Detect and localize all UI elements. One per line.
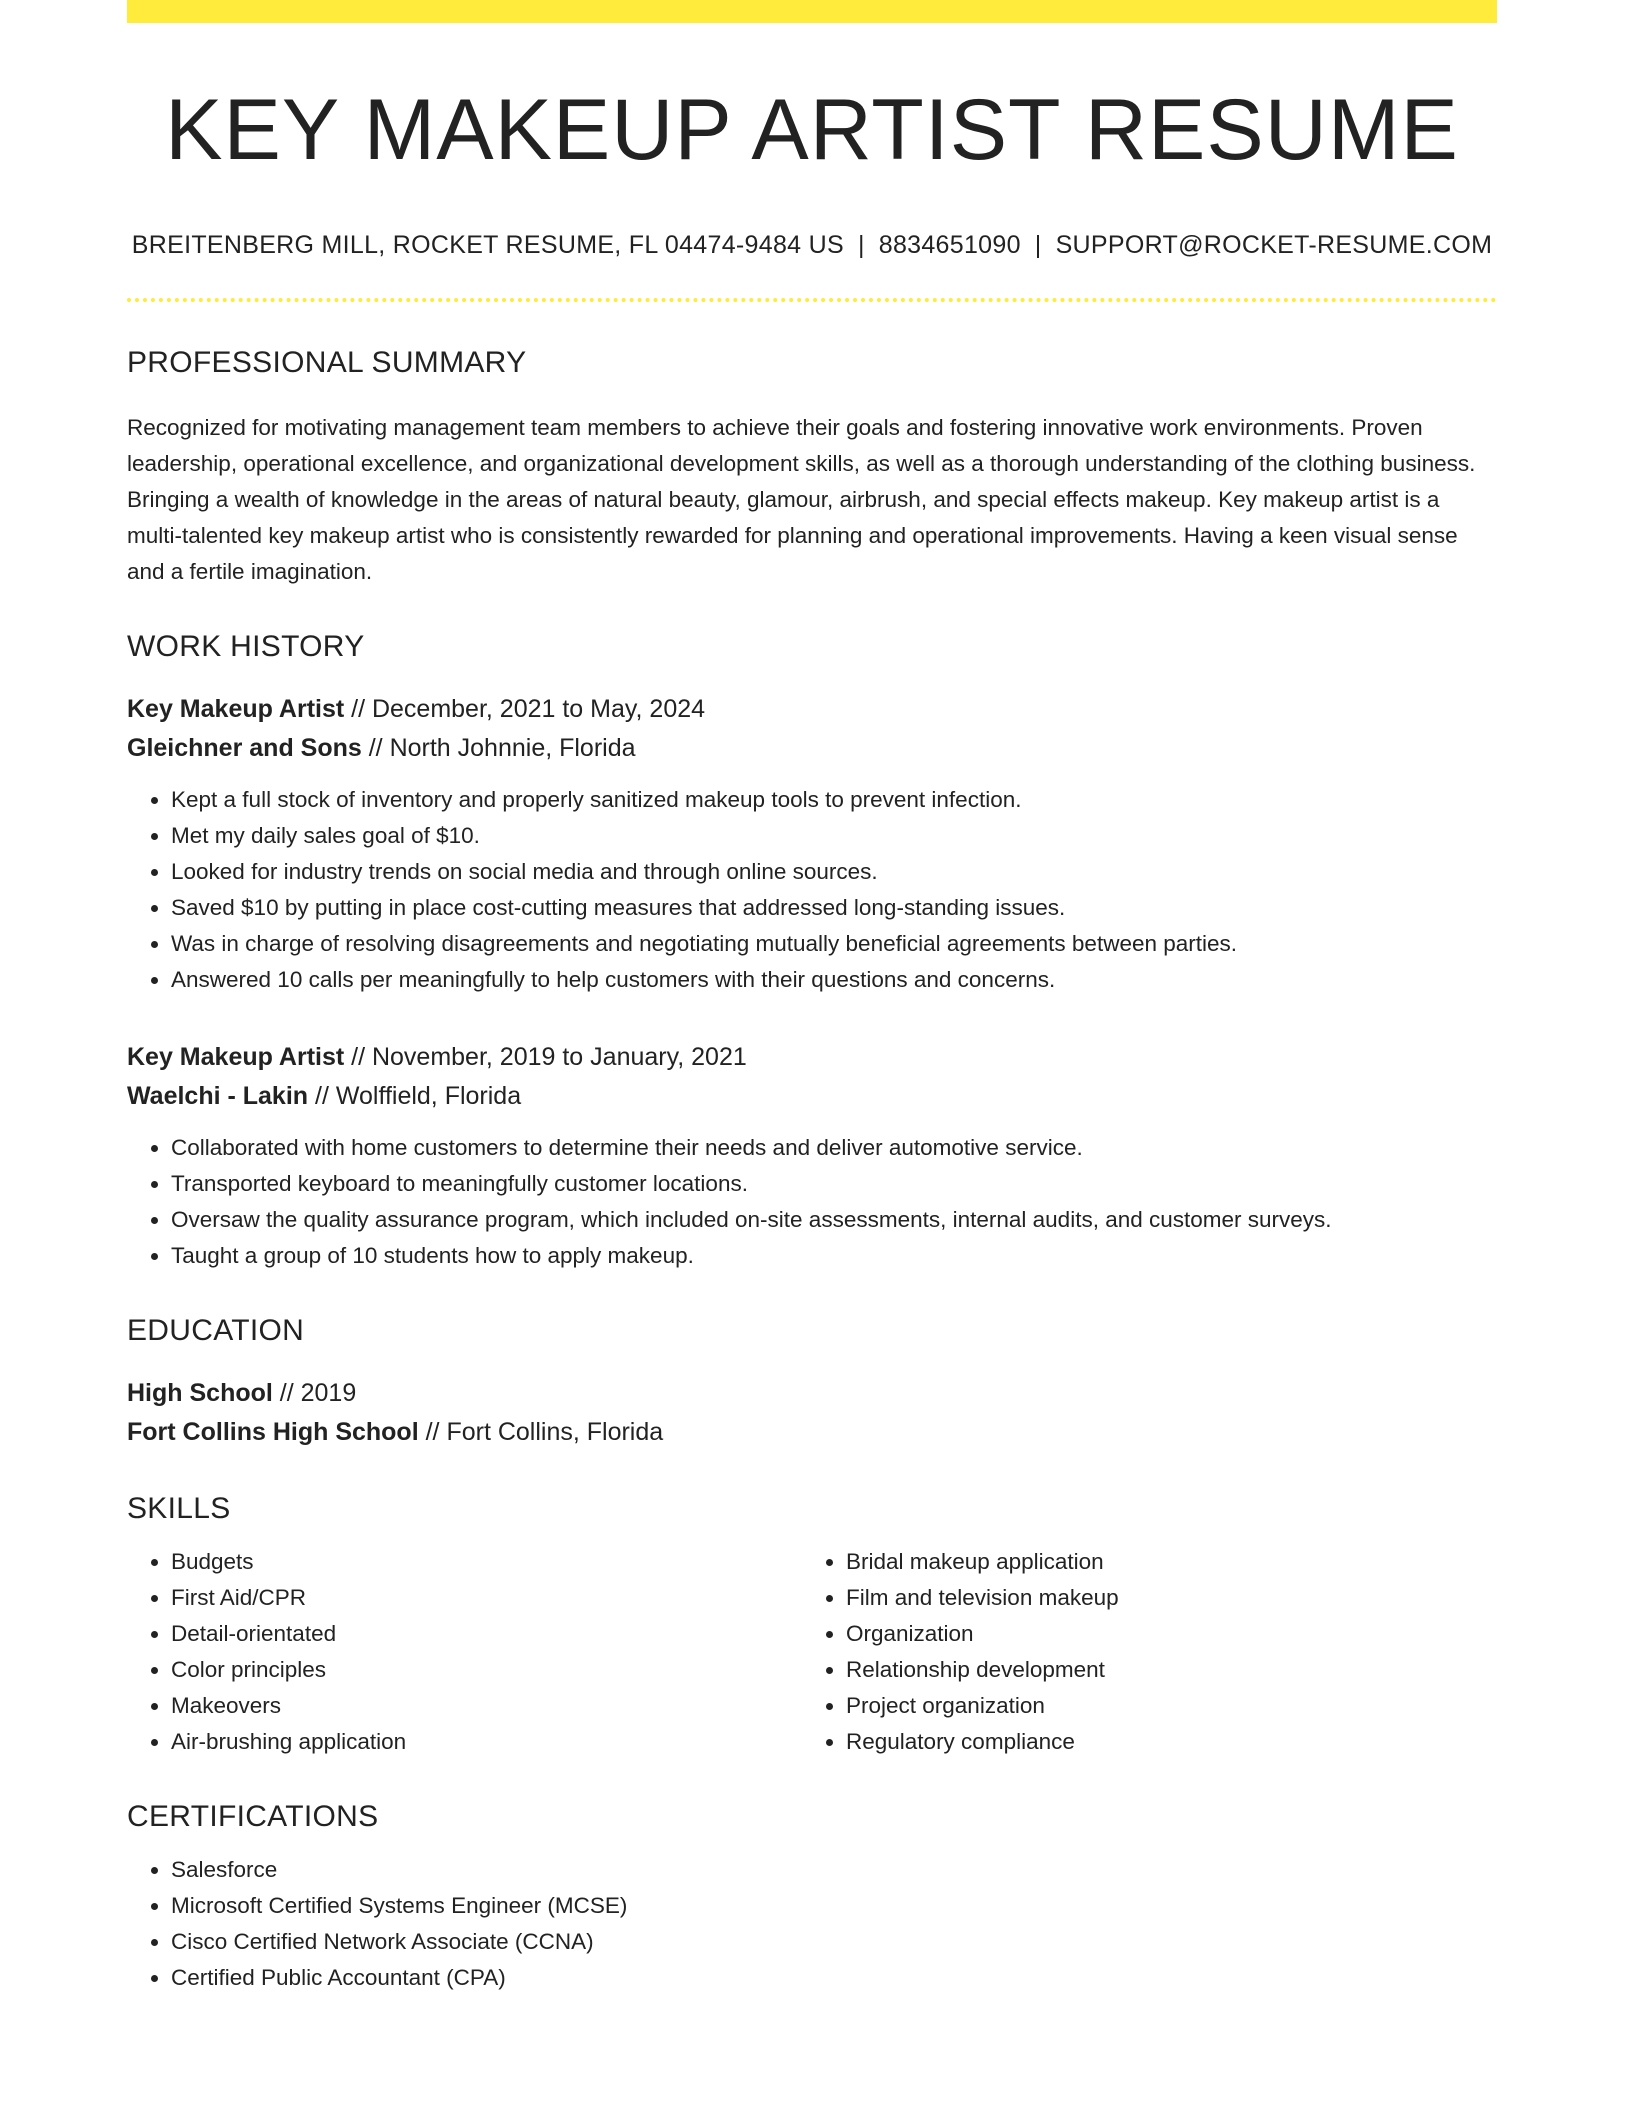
list-item: • Answered 10 calls per meaningfully to help customers with their questions and concerns. bbox=[171, 962, 1497, 998]
list-item: • Collaborated with home customers to determine their needs and deliver automotive service. bbox=[171, 1130, 1497, 1166]
job-role: Key Makeup Artist bbox=[127, 695, 345, 724]
job-title-line bbox=[127, 690, 1497, 729]
job-company-line bbox=[127, 729, 1497, 768]
certifications-list bbox=[127, 1852, 1497, 1996]
contact-line bbox=[127, 231, 1497, 260]
education-degree-line bbox=[127, 1374, 1497, 1413]
contact-address: BREITENBERG MILL, ROCKET RESUME, FL 04474-9484 US bbox=[131, 231, 844, 260]
list-item: • Budgets bbox=[171, 1544, 802, 1580]
skills-column-right bbox=[802, 1544, 1477, 1760]
list-item: • First Aid/CPR bbox=[171, 1580, 802, 1616]
skills-bullets-left bbox=[127, 1544, 802, 1760]
job-bullets bbox=[127, 782, 1497, 998]
list-item: • Was in charge of resolving disagreements and negotiating mutually beneficial agreements between parties. bbox=[171, 926, 1497, 962]
list-item: • Regulatory compliance bbox=[846, 1724, 1477, 1760]
list-item: • Film and television makeup bbox=[846, 1580, 1477, 1616]
certifications-heading: CERTIFICATIONS bbox=[127, 1800, 379, 1834]
list-item: • Looked for industry trends on social media and through online sources. bbox=[171, 854, 1497, 890]
contact-separator: | bbox=[1034, 231, 1042, 260]
job-title-line bbox=[127, 1038, 1497, 1077]
job-role: Key Makeup Artist bbox=[127, 1043, 345, 1072]
list-item: • Oversaw the quality assurance program, which included on-site assessments, internal audits, and customer surveys. bbox=[171, 1202, 1497, 1238]
job-dates: // December, 2021 to May, 2024 bbox=[344, 695, 706, 724]
list-item: • Color principles bbox=[171, 1652, 802, 1688]
education-location: // Fort Collins, Florida bbox=[418, 1418, 664, 1447]
list-item: • Cisco Certified Network Associate (CCNA) bbox=[171, 1924, 1497, 1960]
list-item: • Air-brushing application bbox=[171, 1724, 802, 1760]
job-location: // North Johnnie, Florida bbox=[361, 734, 636, 763]
list-item: • Makeovers bbox=[171, 1688, 802, 1724]
education-school: Fort Collins High School bbox=[127, 1418, 419, 1447]
job-company-line bbox=[127, 1077, 1497, 1116]
skills-heading: SKILLS bbox=[127, 1492, 231, 1526]
job-location: // Wolffield, Florida bbox=[308, 1082, 522, 1111]
list-item: • Kept a full stock of inventory and properly sanitized makeup tools to prevent infection. bbox=[171, 782, 1497, 818]
list-item: • Microsoft Certified Systems Engineer (MCSE) bbox=[171, 1888, 1497, 1924]
list-item: • Certified Public Accountant (CPA) bbox=[171, 1960, 1497, 1996]
list-item: • Salesforce bbox=[171, 1852, 1497, 1888]
list-item: • Met my daily sales goal of $10. bbox=[171, 818, 1497, 854]
job-dates: // November, 2019 to January, 2021 bbox=[344, 1043, 747, 1072]
skills-bullets-right bbox=[802, 1544, 1477, 1760]
education-school-line bbox=[127, 1413, 1497, 1452]
list-item: • Project organization bbox=[846, 1688, 1477, 1724]
accent-top-bar bbox=[127, 0, 1497, 23]
list-item: • Relationship development bbox=[846, 1652, 1477, 1688]
contact-phone: 8834651090 bbox=[878, 231, 1021, 260]
list-item: • Organization bbox=[846, 1616, 1477, 1652]
list-item: • Saved $10 by putting in place cost-cutting measures that addressed long-standing issues. bbox=[171, 890, 1497, 926]
skills-list bbox=[127, 1544, 1497, 1760]
list-item: • Bridal makeup application bbox=[846, 1544, 1477, 1580]
list-item: • Transported keyboard to meaningfully customer locations. bbox=[171, 1166, 1497, 1202]
summary-heading: PROFESSIONAL SUMMARY bbox=[127, 346, 527, 380]
education-degree: High School bbox=[127, 1379, 273, 1408]
job-company: Gleichner and Sons bbox=[127, 734, 362, 763]
job-entry bbox=[127, 1038, 1497, 1274]
dotted-divider bbox=[127, 298, 1497, 302]
education-heading: EDUCATION bbox=[127, 1314, 305, 1348]
contact-email: SUPPORT@ROCKET-RESUME.COM bbox=[1055, 231, 1493, 260]
job-bullets bbox=[127, 1130, 1497, 1274]
resume-page bbox=[127, 0, 1497, 1996]
skills-column-left bbox=[127, 1544, 802, 1760]
list-item: • Detail-orientated bbox=[171, 1616, 802, 1652]
work-history-heading: WORK HISTORY bbox=[127, 630, 365, 664]
job-entry bbox=[127, 690, 1497, 998]
summary-text: Recognized for motivating management team members to achieve their goals and fostering innovative work environments. Proven leadership, operational excellence, and organizational development skills, as well as a thorough understanding of the clothing business. Bringing a wealth of knowledge in the areas of natural beauty, glamour, airbrush, and special effects makeup. Key makeup artist is a multi-talented key makeup artist who is consistently rewarded for planning and operational improvements. Having a keen visual sense and a fertile imagination. bbox=[127, 415, 1476, 585]
list-item: • Taught a group of 10 students how to apply makeup. bbox=[171, 1238, 1497, 1274]
contact-separator: | bbox=[857, 231, 865, 260]
resume-title: KEY MAKEUP ARTIST RESUME bbox=[165, 82, 1459, 178]
education-year: // 2019 bbox=[272, 1379, 357, 1408]
education-entry bbox=[127, 1374, 1497, 1452]
job-company: Waelchi - Lakin bbox=[127, 1082, 309, 1111]
